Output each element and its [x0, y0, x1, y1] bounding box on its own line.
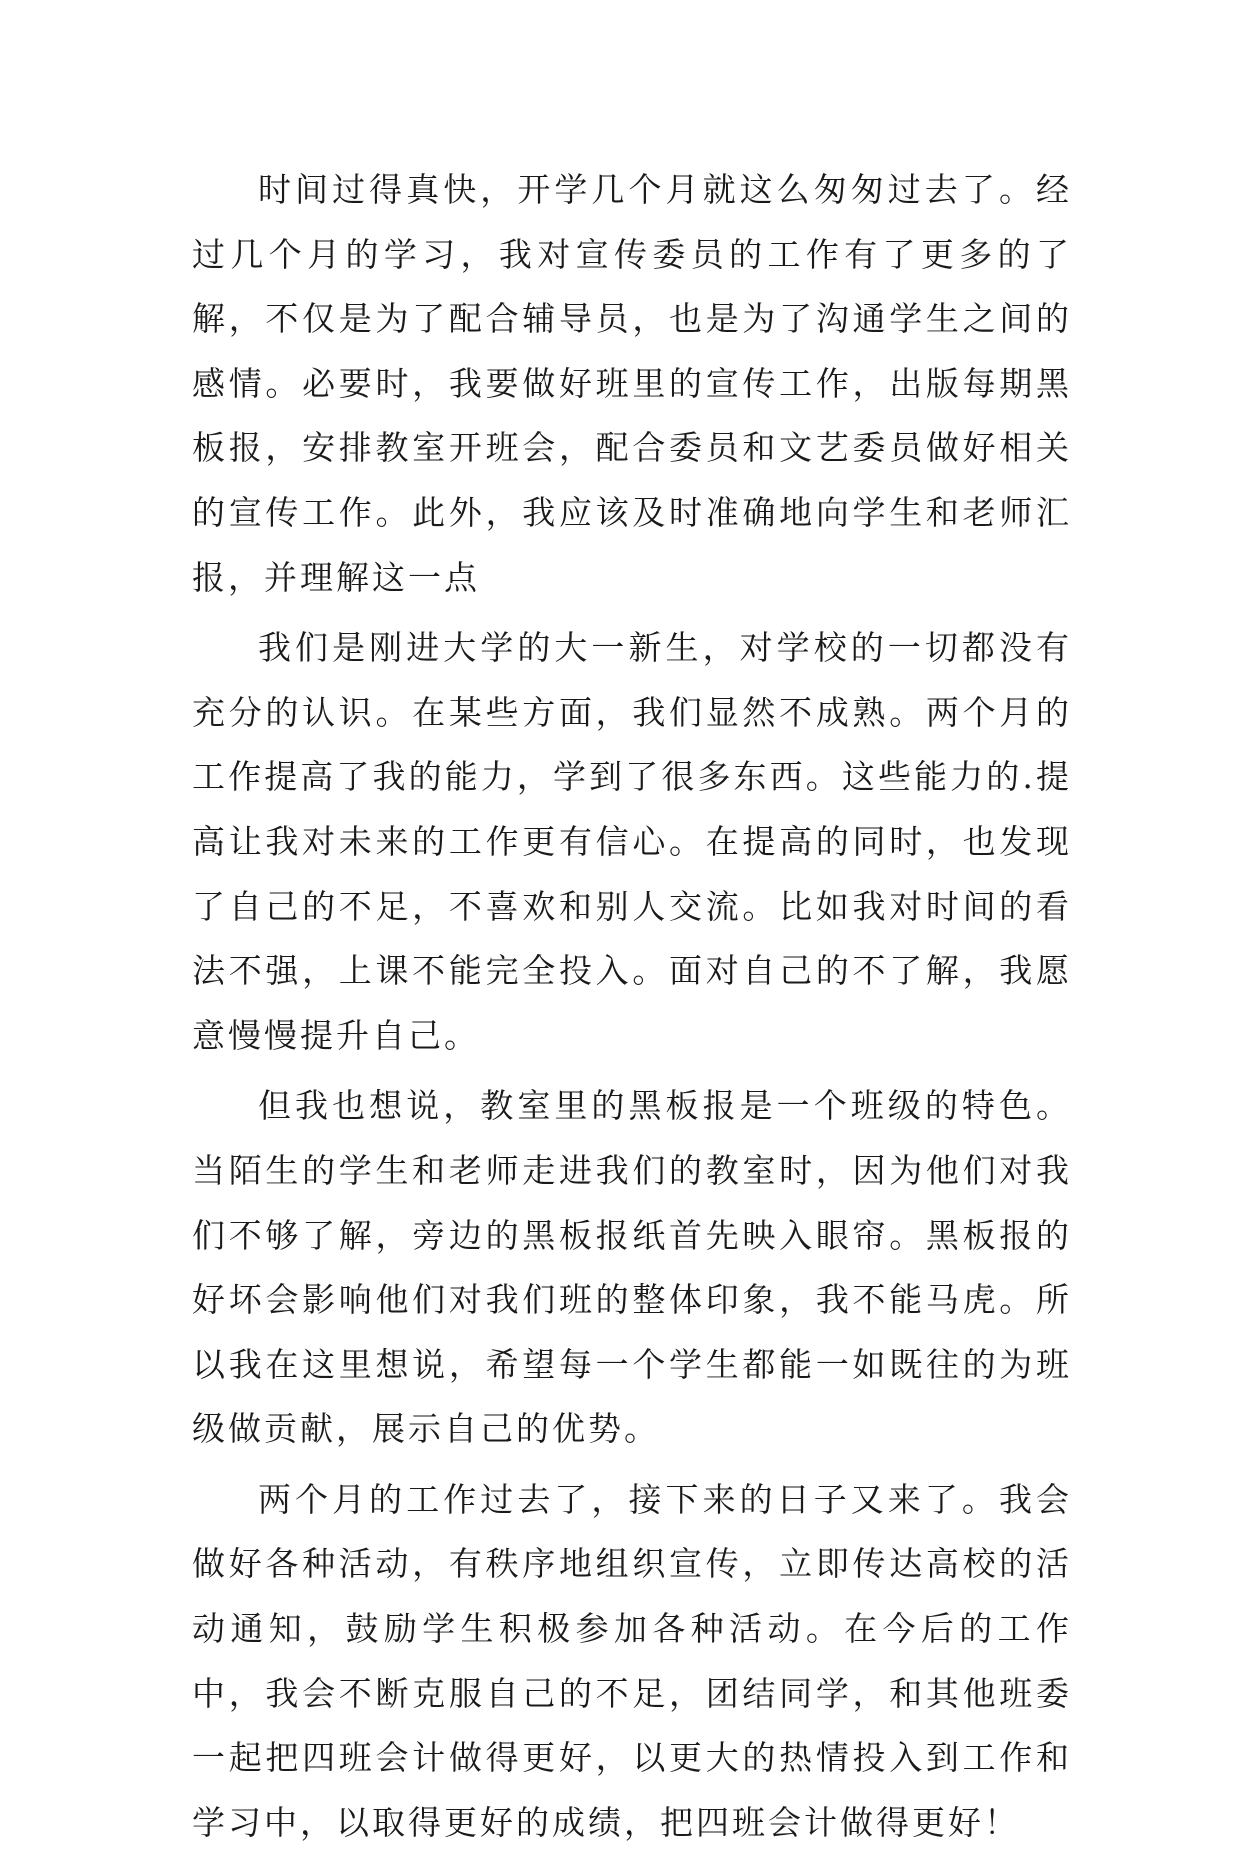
document-body	[192, 158, 1072, 1861]
paragraph-1: 时间过得真快，开学几个月就这么匆匆过去了。经过几个月的学习，我对宣传委员的工作有了更多的了解，不仅是为了配合辅导员，也是为了沟通学生之间的感情。必要时，我要做好班里的宣传工作，出版每期黑板报，安排教室开班会，配合委员和文艺委员做好相关的宣传工作。此外，我应该及时准确地向学生和老师汇报，并理解这一点	[192, 170, 1072, 597]
paragraph-4: 两个月的工作过去了，接下来的日子又来了。我会做好各种活动，有秩序地组织宣传，立即传达高校的活动通知，鼓励学生积极参加各种活动。在今后的工作中，我会不断克服自己的不足，团结同学，和其他班委一起把四班会计做得更好，以更大的热情投入到工作和学习中，以取得更好的成绩，把四班会计做得更好！	[192, 1479, 1072, 1842]
paragraph-3: 但我也想说，教室里的黑板报是一个班级的特色。当陌生的学生和老师走进我们的教室时，因为他们对我们不够了解，旁边的黑板报纸首先映入眼帘。黑板报的好坏会影响他们对我们班的整体印象，我不能马虎。所以我在这里想说，希望每一个学生都能一如既往的为班级做贡献，展示自己的优势。	[192, 1086, 1072, 1449]
paragraph-2: 我们是刚进大学的大一新生，对学校的一切都没有充分的认识。在某些方面，我们显然不成熟。两个月的工作提高了我的能力，学到了很多东西。这些能力的.提高让我对未来的工作更有信心。在提高的同时，也发现了自己的不足，不喜欢和别人交流。比如我对时间的看法不强，上课不能完全投入。面对自己的不了解，我愿意慢慢提升自己。	[192, 628, 1072, 1055]
